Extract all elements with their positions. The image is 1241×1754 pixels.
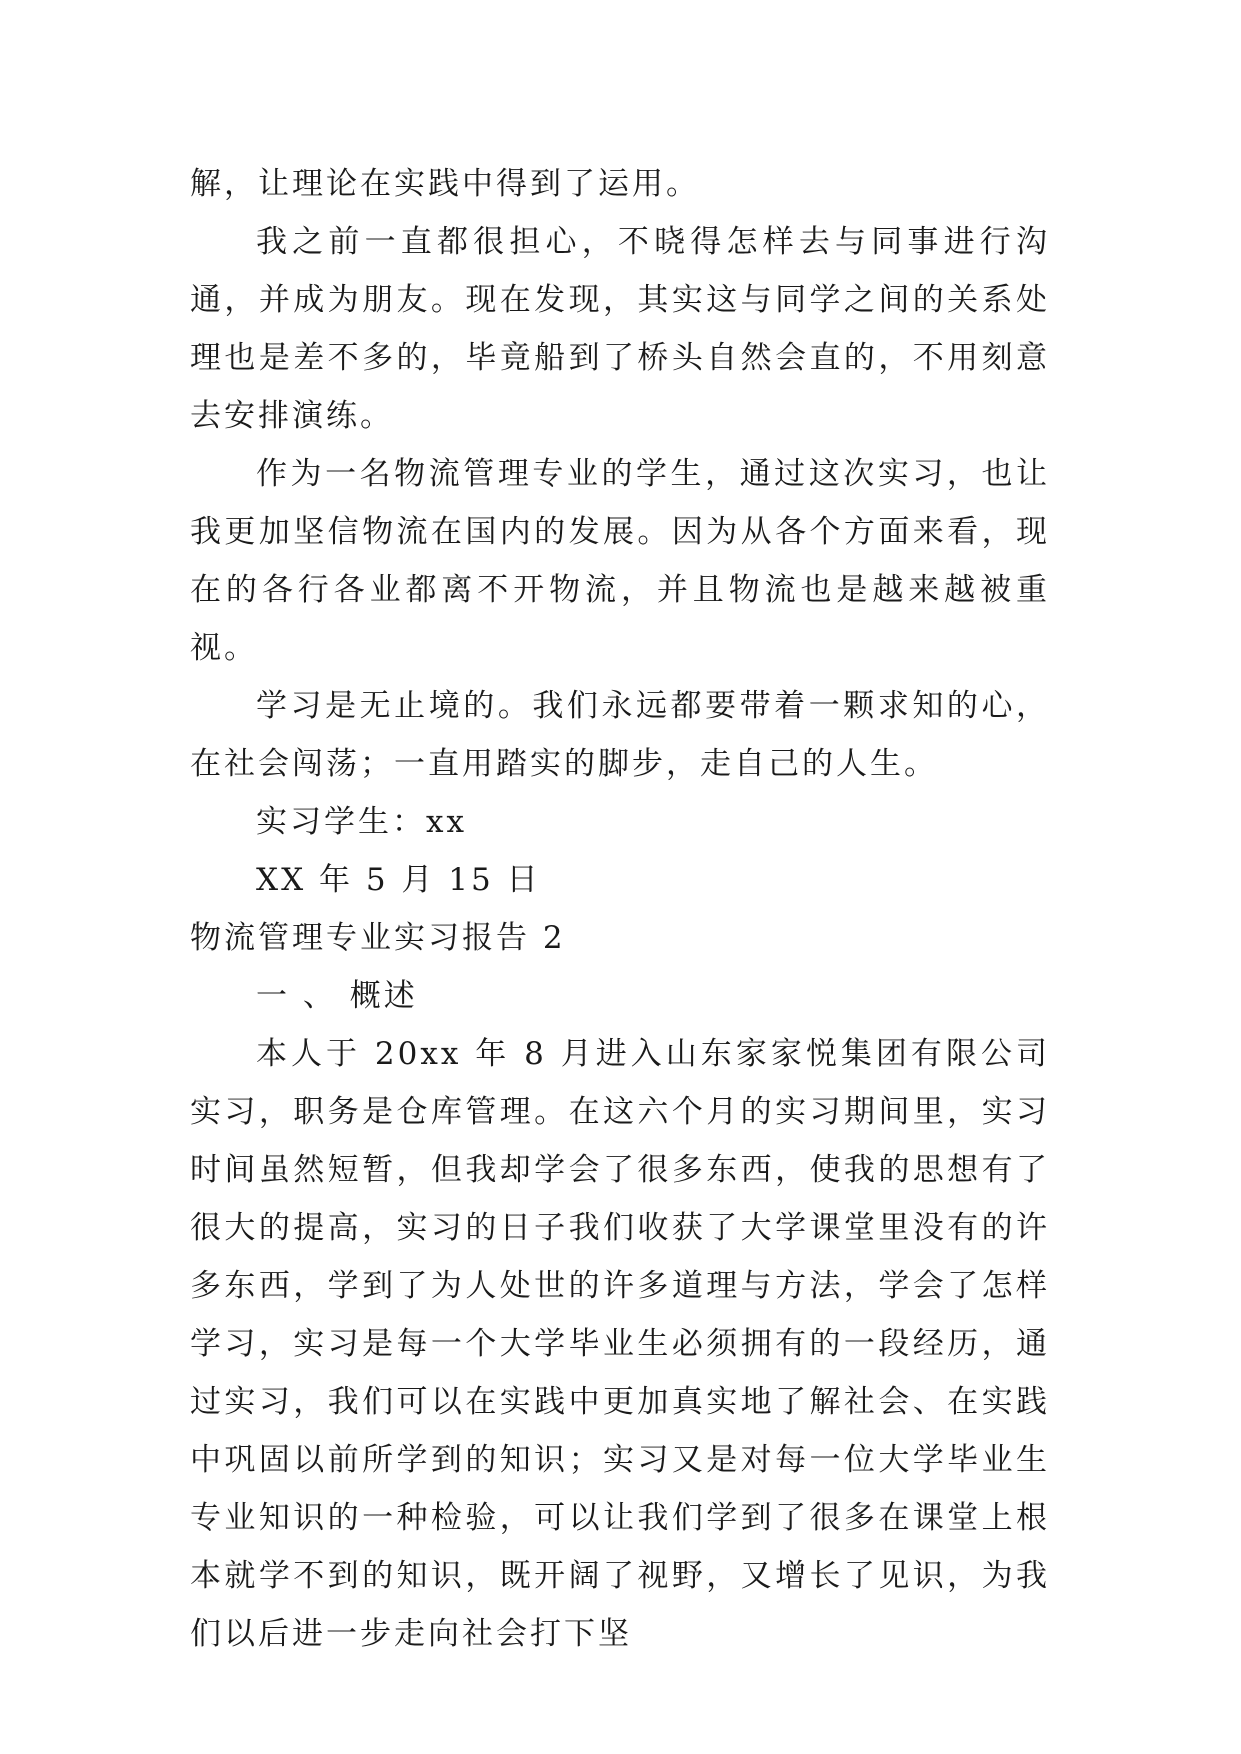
paragraph-communication: 我之前一直都很担心，不晓得怎样去与同事进行沟通，并成为朋友。现在发现，其实这与同学之间的关系处理也是差不多的，毕竟船到了桥头自然会直的，不用刻意去安排演练。 <box>190 224 1050 434</box>
signature-date: XX 年 5 月 15 日 <box>256 862 541 898</box>
paragraph-logistics-development: 作为一名物流管理专业的学生，通过这次实习，也让我更加坚信物流在国内的发展。因为从各个方面来看，现在的各行各业都离不开物流，并且物流也是越来越被重视。 <box>190 456 1050 666</box>
paragraph-internship-overview: 本人于 20xx 年 8 月进入山东家家悦集团有限公司实习，职务是仓库管理。在这六个月的实习期间里，实习时间虽然短暂，但我却学会了很多东西，使我的思想有了很大的提高，实习的日子我们收获了大学课堂里没有的许多东西，学到了为人处世的许多道理与方法，学会了怎样学习，实习是每一个大学毕业生必须拥有的一段经历，通过实习，我们可以在实践中更加真实地了解社会、在实践中巩固以前所学到的知识；实习又是对每一位大学毕业生专业知识的一种检验，可以让我们学到了很多在课堂上根本就学不到的知识，既开阔了视野，又增长了见识，为我们以后进一步走向社会打下坚 <box>190 1036 1050 1652</box>
report-title: 物流管理专业实习报告 2 <box>190 920 566 956</box>
paragraph-continuation: 解，让理论在实践中得到了运用。 <box>190 166 700 202</box>
document-body <box>190 155 1050 1663</box>
paragraph-learning: 学习是无止境的。我们永远都要带着一颗求知的心，在社会闯荡；一直用踏实的脚步，走自己的人生。 <box>190 688 1050 782</box>
signature-student: 实习学生：xx <box>256 804 467 840</box>
section-heading-overview: 一 、 概述 <box>256 978 418 1014</box>
